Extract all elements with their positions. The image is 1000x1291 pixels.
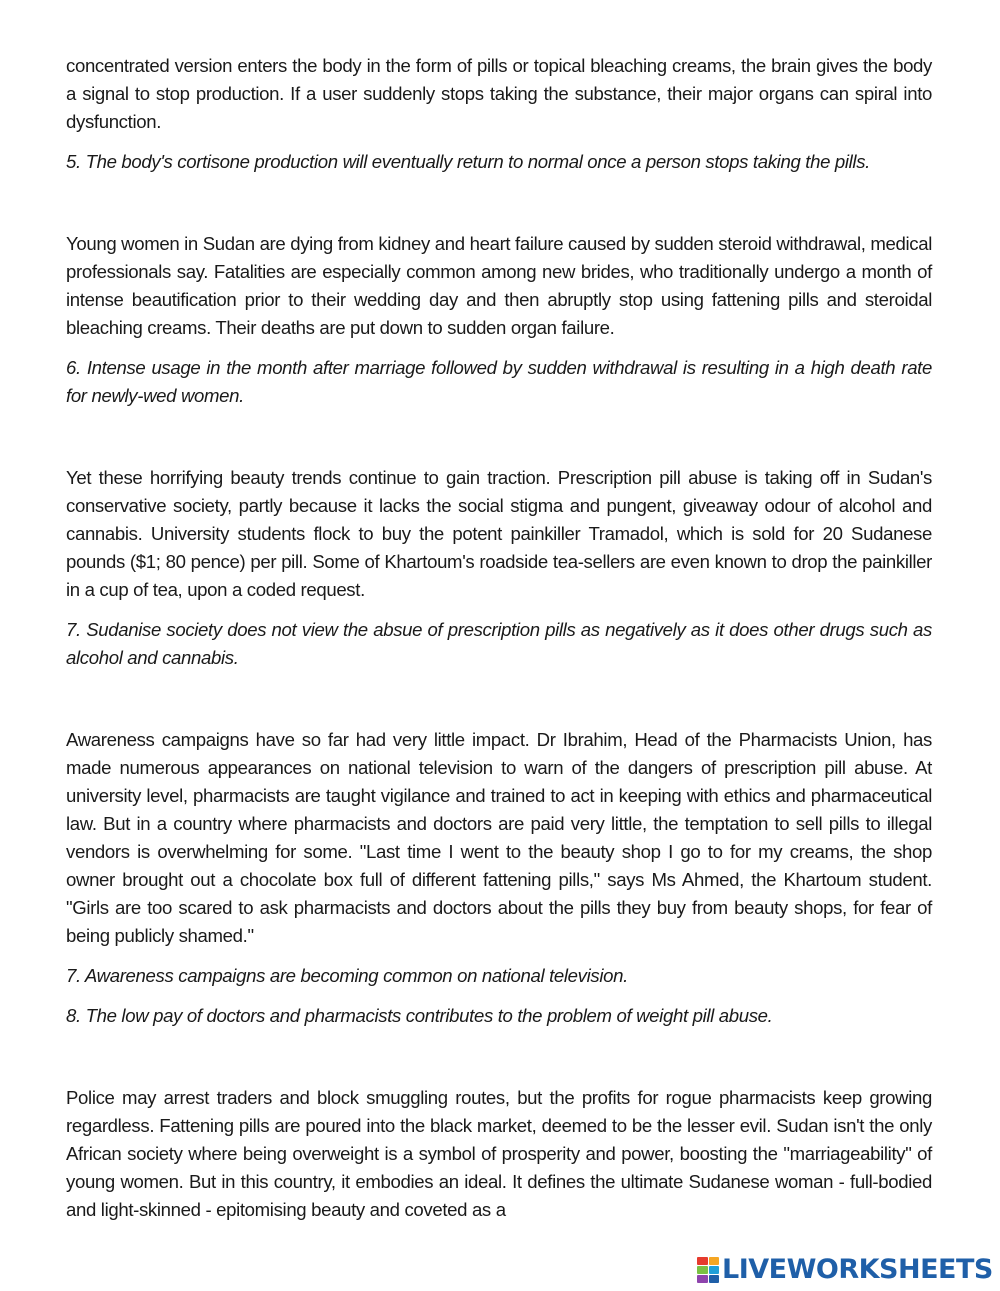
logo-tile xyxy=(697,1275,708,1283)
liveworksheets-logo-text: LIVEWORKSHEETS xyxy=(722,1254,993,1285)
logo-tile xyxy=(709,1275,720,1283)
statement-7b: 7. Awareness campaigns are becoming common on national television. xyxy=(66,965,628,986)
logo-tile xyxy=(709,1257,720,1265)
paragraph-awareness: Awareness campaigns have so far had very little impact. Dr Ibrahim, Head of the Pharmacists Union, has made numerous appearances on national television to warn of the dangers of prescription pill abuse. At university level, pharmacists are taught vigilance and trained to act in keeping with ethics and pharmaceutical law. But in a country where pharmacists and doctors are paid very little, the temptation to sell pills to illegal vendors is overwhelming for some. "Last time I went to the beauty shop I go to for my creams, the shop owner brought out a chocolate box full of different fattening pills," says Ms Ahmed, the Khartoum student. "Girls are too scared to ask pharmacists and doctors about the pills they buy from beauty shops, for fear of being publicly shamed." xyxy=(66,729,932,946)
spacer xyxy=(66,188,932,230)
spacer xyxy=(66,1042,932,1084)
paragraph-tramadol: Yet these horrifying beauty trends continue to gain traction. Prescription pill abuse is taking off in Sudan's conservative society, partly because it lacks the social stigma and pungent, giveaway odour of alcohol and cannabis. University students flock to buy the potent painkiller Tramadol, which is sold for 20 Sudanese pounds ($1; 80 pence) per pill. Some of Khartoum's roadside tea-sellers are even known to drop the painkiller in a cup of tea, upon a coded request. xyxy=(66,467,932,600)
paragraph-police: Police may arrest traders and block smuggling routes, but the profits for rogue pharmacists keep growing regardless. Fattening pills are poured into the black market, deemed to be the lesser evil. Sudan isn't the only African society where being overweight is a symbol of prosperity and power, boosting the "marriageability" of young women. But in this country, it embodies an ideal. It defines the ultimate Sudanese woman - full-bodied and light-skinned - epitomising beauty and coveted as a xyxy=(66,1087,932,1220)
statement-7a: 7. Sudanise society does not view the absue of prescription pills as negatively as it does other drugs such as alcohol and cannabis. xyxy=(66,619,932,668)
statement-6: 6. Intense usage in the month after marriage followed by sudden withdrawal is resulting in a high death rate for newly-wed women. xyxy=(66,357,932,406)
worksheet-page xyxy=(66,52,932,1236)
spacer xyxy=(66,422,932,464)
liveworksheets-logo-icon xyxy=(697,1257,719,1283)
statement-8: 8. The low pay of doctors and pharmacists contributes to the problem of weight pill abuse. xyxy=(66,1005,773,1026)
paragraph-brides: Young women in Sudan are dying from kidney and heart failure caused by sudden steroid withdrawal, medical professionals say. Fatalities are especially common among new brides, who traditionally undergo a month of intense beautification prior to their wedding day and then abruptly stop using fattening pills and steroidal bleaching creams. Their deaths are put down to sudden organ failure. xyxy=(66,233,932,338)
paragraph-cortisone: concentrated version enters the body in the form of pills or topical bleaching creams, the brain gives the body a signal to stop production. If a user suddenly stops taking the substance, their major organs can spiral into dysfunction. xyxy=(66,55,932,132)
liveworksheets-logo xyxy=(697,1255,993,1285)
logo-tile xyxy=(709,1266,720,1274)
logo-tile xyxy=(697,1266,708,1274)
logo-tile xyxy=(697,1257,708,1265)
statement-5: 5. The body's cortisone production will eventually return to normal once a person stops taking the pills. xyxy=(66,151,870,172)
spacer xyxy=(66,684,932,726)
